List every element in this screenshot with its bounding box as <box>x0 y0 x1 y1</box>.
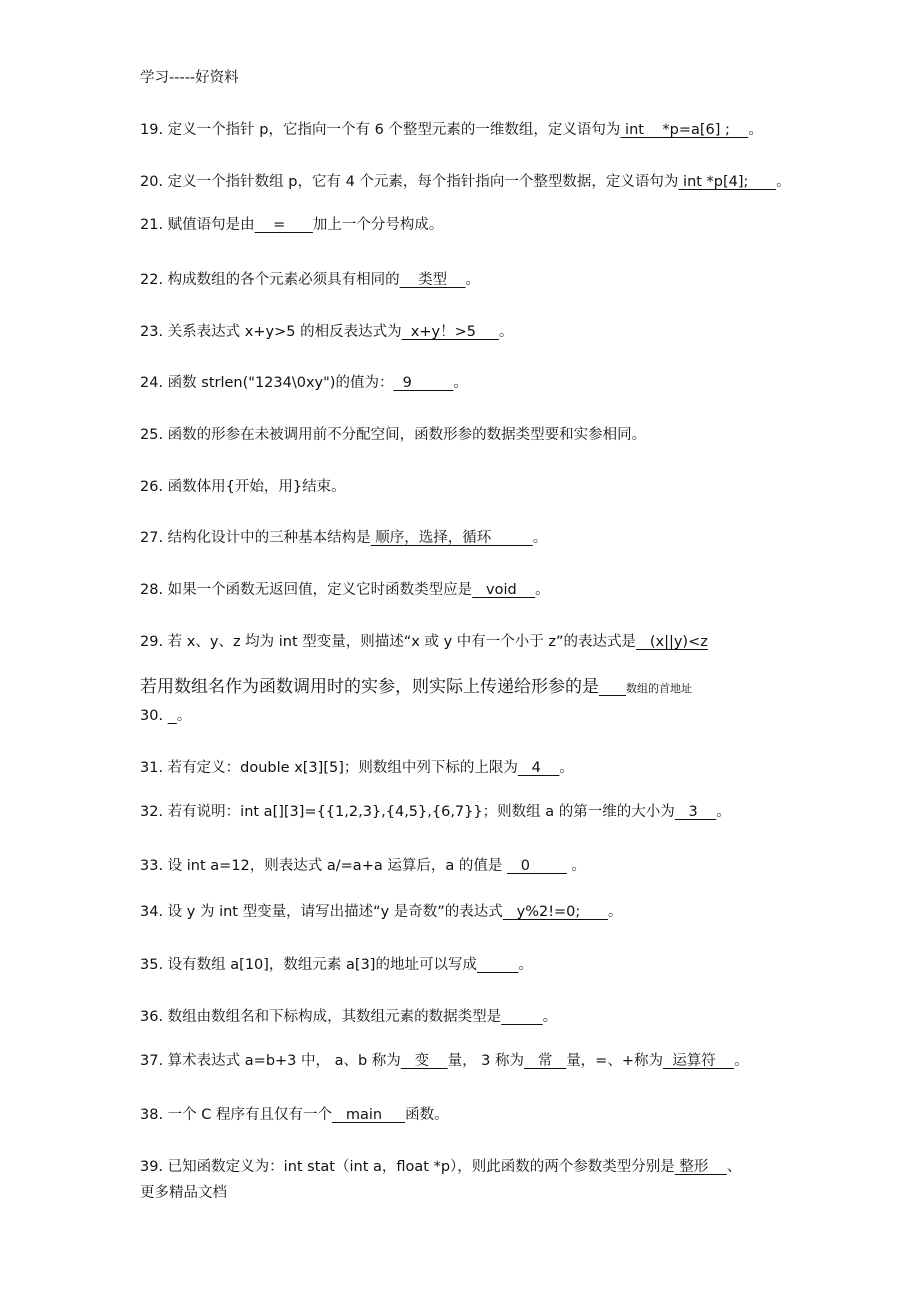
answer-31: 4 <box>517 760 560 776</box>
page-header: 学习-----好资料 <box>140 70 239 86</box>
question-28: 28. 如果一个函数无返回值，定义它时函数类型应是 void 。 <box>140 582 550 598</box>
question-24: 24. 函数 strlen("1234\0xy")的值为： 9 。 <box>140 375 468 391</box>
answer-30-blank <box>599 677 626 697</box>
answer-33: 0 <box>506 858 567 874</box>
question-27: 27. 结构化设计中的三种基本结构是 顺序，选择，循环 。 <box>140 530 548 546</box>
answer-37-c: 运算符 <box>663 1053 735 1069</box>
question-21: 21. 赋值语句是由 = 加上一个分号构成。 <box>140 217 444 233</box>
question-26: 26. 函数体用{开始，用}结束。 <box>140 479 346 495</box>
question-37: 37. 算术表达式 a=b+3 中， a、b 称为 变 量， 3 称为 常 量，=、+称为 运算符 。 <box>140 1053 749 1069</box>
question-22: 22. 构成数组的各个元素必须具有相同的 类型 。 <box>140 272 481 288</box>
answer-29: (x||y)<z <box>636 634 708 650</box>
answer-27: 顺序，选择，循环 <box>370 530 533 546</box>
answer-20: int *p[4]; <box>678 174 777 190</box>
answer-36 <box>501 1009 542 1025</box>
question-30-number: 30. 。 <box>140 708 192 724</box>
answer-28: void <box>472 582 536 598</box>
answer-30: 数组的首地址 <box>626 682 693 695</box>
answer-22: 类型 <box>399 272 466 288</box>
question-20: 20. 定义一个指针数组 p，它有 4 个元素，每个指针指向一个整型数据，定义语句为 int *p[4]; 。 <box>140 174 791 190</box>
question-30-text: 若用数组名作为函数调用时的实参，则实际上传递给形参的是 数组的首地址 <box>140 677 693 697</box>
answer-38: main <box>332 1107 406 1123</box>
answer-19: int *p=a[6] ; <box>620 122 749 138</box>
question-19: 19. 定义一个指针 p，它指向一个有 6 个整型元素的一维数组，定义语句为 int *p=a[6] ; 。 <box>140 122 763 138</box>
answer-24: 9 <box>393 375 454 391</box>
answer-39: 整形 <box>674 1159 727 1175</box>
answer-23: x+y！>5 <box>401 324 500 340</box>
question-33: 33. 设 int a=12，则表达式 a/=a+a 运算后，a 的值是 0 。 <box>140 858 586 874</box>
question-29: 29. 若 x、y、z 均为 int 型变量，则描述“x 或 y 中有一个小于 z”的表达式是 (x||y)<z <box>140 634 708 650</box>
page-footer: 更多精品文档 <box>140 1185 227 1201</box>
question-38: 38. 一个 C 程序有且仅有一个 main 函数。 <box>140 1107 449 1123</box>
answer-21: = <box>254 217 313 233</box>
question-23: 23. 关系表达式 x+y>5 的相反表达式为 x+y！>5 。 <box>140 324 514 340</box>
question-34: 34. 设 y 为 int 型变量，请写出描述“y 是奇数”的表达式 y%2!=0; 。 <box>140 904 623 920</box>
question-31: 31. 若有定义：double x[3][5]；则数组中列下标的上限为 4 。 <box>140 760 574 776</box>
answer-32: 3 <box>674 804 717 820</box>
question-32: 32. 若有说明：int a[][3]={{1,2,3},{4,5},{6,7}}；则数组 a 的第一维的大小为 3 。 <box>140 804 731 820</box>
question-35: 35. 设有数组 a[10]，数组元素 a[3]的地址可以写成 。 <box>140 957 533 973</box>
question-39: 39. 已知函数定义为：int stat（int a，float *p），则此函数的两个参数类型分别是 整形 、 <box>140 1159 742 1175</box>
question-25: 25. 函数的形参在未被调用前不分配空间，函数形参的数据类型要和实参相同。 <box>140 427 647 443</box>
answer-37-a: 变 <box>400 1053 448 1069</box>
question-36: 36. 数组由数组名和下标构成，其数组元素的数据类型是 。 <box>140 1009 558 1025</box>
answer-35 <box>477 957 518 973</box>
answer-37-b: 常 <box>524 1053 567 1069</box>
answer-34: y%2!=0; <box>502 904 608 920</box>
